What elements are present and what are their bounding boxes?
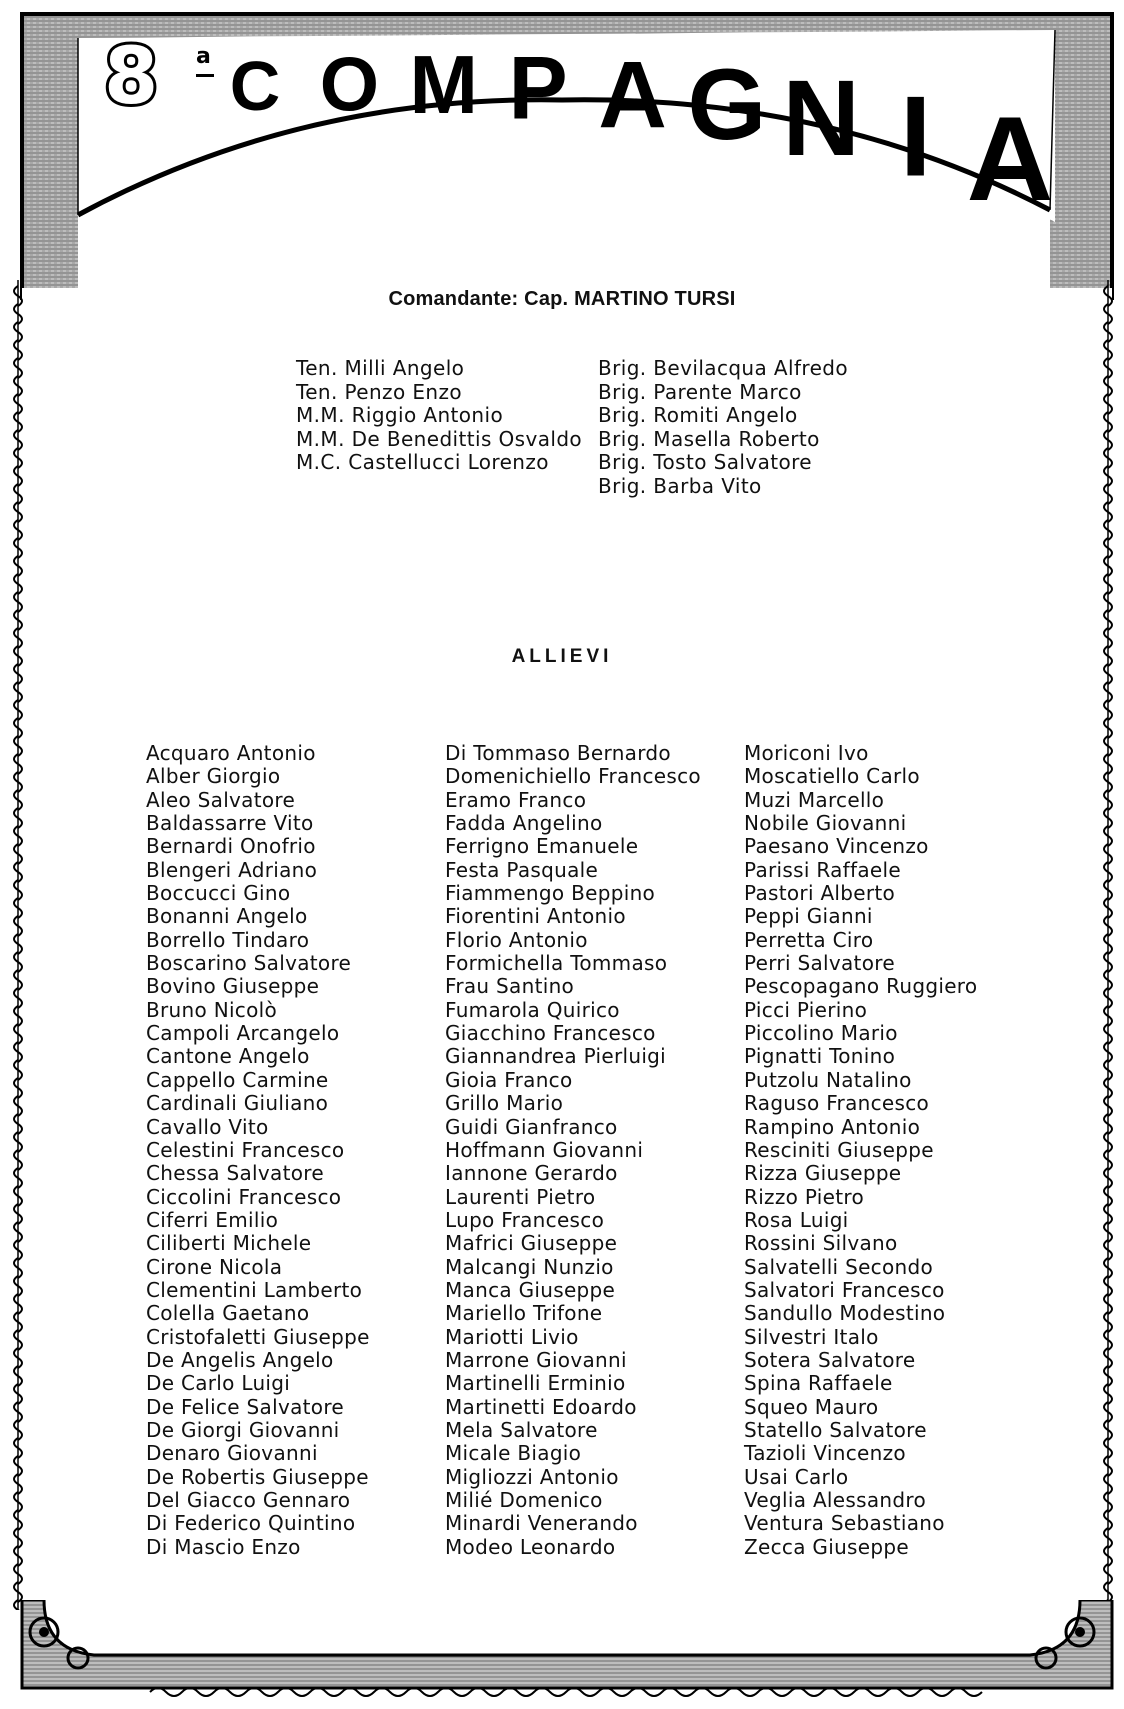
student-name: Manca Giuseppe [445,1277,616,1302]
title-letter: A [966,92,1054,226]
student-name: Picci Pierino [744,997,868,1022]
company-title-text [230,39,1054,226]
bottom-frame [0,1600,1124,1705]
student-name: Milié Domenico [445,1488,603,1512]
student-name: Salvatori Francesco [744,1277,945,1302]
student-name: Veglia Alessandro [744,1488,926,1512]
officers-right-column [598,357,848,498]
student-name: Resciniti Giuseppe [744,1137,934,1162]
student-name: Fiammengo Beppino [445,881,656,906]
officer-entry: Brig. Romiti Angelo [598,403,798,427]
student-name: Ventura Sebastiano [744,1511,945,1536]
title-letter: M [409,39,479,132]
student-name: De Giorgi Giovanni [146,1417,340,1442]
title-letter: A [598,42,667,149]
student-name: Mariotti Livio [445,1324,579,1349]
student-name: Cappello Carmine [146,1067,329,1092]
student-name: De Felice Salvatore [146,1394,345,1419]
student-name: Micale Biagio [445,1441,582,1466]
title-letter: O [319,42,380,128]
title-letter: C [229,47,281,125]
student-name: Mela Salvatore [445,1417,598,1442]
student-name: Baldassarre Vito [146,811,314,836]
student-name: Spina Raffaele [744,1371,893,1396]
student-name: Squeo Mauro [744,1394,879,1419]
students-column-2 [445,742,701,1559]
company-title [0,0,1124,260]
company-number: 8 [104,32,157,122]
student-name: Fadda Angelino [445,811,603,836]
left-ornament-border [8,280,28,1610]
student-name: Ferrigno Emanuele [445,834,639,859]
student-name: Tazioli Vincenzo [744,1441,906,1466]
student-name: Formichella Tommaso [445,951,668,976]
student-name: Martinelli Erminio [445,1371,626,1396]
officer-entry: Brig. Bevilacqua Alfredo [598,356,849,380]
officer-entry: Ten. Milli Angelo [296,356,465,380]
student-name: Di Federico Quintino [146,1511,356,1536]
student-name: Statello Salvatore [744,1417,927,1442]
student-name: Bruno Nicolò [146,997,278,1022]
officer-entry: Ten. Penzo Enzo [296,379,462,404]
student-name: Bernardi Onofrio [146,834,316,859]
student-name: Cantone Angelo [146,1044,310,1069]
student-name: Marrone Giovanni [445,1347,627,1372]
student-name: Grillo Mario [445,1091,564,1116]
title-letter: N [782,58,861,179]
student-name: Boccucci Gino [146,881,291,906]
officer-entry: M.M. Riggio Antonio [296,403,504,427]
student-name: Florio Antonio [445,927,588,952]
student-name: Iannone Gerardo [445,1161,618,1186]
commander-line: Comandante: Cap. MARTINO TURSI [388,288,736,310]
student-name: Cardinali Giuliano [146,1091,329,1116]
student-name: Cristofaletti Giuseppe [146,1324,370,1349]
student-name: Parissi Raffaele [744,857,901,882]
allievi-heading: ALLIEVI [511,646,613,667]
student-name: Borrello Tindaro [146,927,310,952]
student-name: Bovino Giuseppe [146,974,320,999]
student-name: Celestini Francesco [146,1137,345,1162]
student-name: Moriconi Ivo [744,741,869,765]
student-name: Eramo Franco [445,787,587,812]
students-column-3 [744,742,977,1559]
right-ornament-pattern [1098,280,1118,1610]
student-name: Frau Santino [445,974,575,999]
student-name: De Robertis Giuseppe [146,1464,369,1489]
officer-entry: Brig. Masella Roberto [598,426,820,451]
student-name: Giannandrea Pierluigi [445,1044,667,1069]
student-name: Boscarino Salvatore [146,951,352,976]
student-name: Laurenti Pietro [445,1184,596,1209]
student-name: Di Tommaso Bernardo [445,741,671,765]
student-name: Domenichiello Francesco [445,764,701,789]
bottom-banner [0,1600,1124,1705]
student-name: Malcangi Nunzio [445,1254,614,1279]
student-name: Rosa Luigi [744,1207,849,1232]
student-name: De Angelis Angelo [146,1347,334,1372]
student-name: Mariello Trifone [445,1301,603,1326]
student-name: Aleo Salvatore [146,787,296,812]
student-name: Pastori Alberto [744,881,896,906]
student-name: Minardi Venerando [445,1511,638,1536]
student-name: Perri Salvatore [744,951,895,976]
student-name: Piccolino Mario [744,1021,898,1046]
title-block [0,0,1124,260]
student-name: Moscatiello Carlo [744,764,920,789]
student-name: Colella Gaetano [146,1301,310,1326]
student-name: Hoffmann Giovanni [445,1137,644,1162]
student-name: Di Mascio Enzo [146,1534,301,1559]
officer-entry: Brig. Parente Marco [598,379,802,404]
right-ornament-border [1098,280,1118,1610]
student-name: Nobile Giovanni [744,811,907,836]
student-name: Muzi Marcello [744,787,885,812]
student-name: Del Giacco Gennaro [146,1488,351,1512]
student-name: Giacchino Francesco [445,1021,656,1046]
student-name: Mafrici Giuseppe [445,1231,618,1256]
student-name: Guidi Gianfranco [445,1114,618,1139]
officer-entry: M.M. De Benedittis Osvaldo [296,426,583,451]
left-ornament-pattern [8,280,28,1610]
student-name: Fiorentini Antonio [445,904,626,929]
student-name: Cirone Nicola [146,1254,283,1279]
student-name: Sandullo Modestino [744,1301,946,1326]
student-name: De Carlo Luigi [146,1371,291,1396]
student-name: Rampino Antonio [744,1114,921,1139]
student-name: Rizza Giuseppe [744,1161,902,1186]
student-name: Paesano Vincenzo [744,834,929,859]
student-name: Putzolu Natalino [744,1067,912,1092]
student-name: Rizzo Pietro [744,1184,864,1209]
student-name: Sotera Salvatore [744,1347,916,1372]
student-name: Alber Giorgio [146,764,281,789]
title-letter: P [508,38,568,138]
student-name: Martinetti Edoardo [445,1394,637,1419]
student-name: Pescopagano Ruggiero [744,974,978,999]
title-letter: G [687,48,767,162]
student-name: Rossini Silvano [744,1231,898,1256]
student-name: Blengeri Adriano [146,857,318,882]
student-name: Acquaro Antonio [146,741,316,765]
student-name: Modeo Leonardo [445,1534,616,1559]
ordinal-suffix: a [196,44,211,69]
student-name: Bonanni Angelo [146,904,308,929]
student-name: Peppi Gianni [744,904,873,929]
student-name: Gioia Franco [445,1067,573,1092]
student-name: Silvestri Italo [744,1324,879,1349]
student-name: Migliozzi Antonio [445,1464,619,1489]
title-letter: I [899,73,932,201]
student-name: Campoli Arcangelo [146,1021,340,1046]
student-name: Ciferri Emilio [146,1207,279,1232]
student-name: Festa Pasquale [445,857,599,882]
officer-entry: M.C. Castellucci Lorenzo [296,450,549,474]
student-name: Cavallo Vito [146,1114,269,1139]
student-name: Clementini Lamberto [146,1277,363,1302]
student-name: Usai Carlo [744,1464,849,1489]
officer-entry: Brig. Barba Vito [598,473,762,498]
student-name: Ciliberti Michele [146,1231,312,1256]
student-name: Fumarola Quirico [445,997,620,1022]
student-name: Denaro Giovanni [146,1441,318,1466]
student-name: Raguso Francesco [744,1091,930,1116]
students-column-1 [146,742,370,1559]
officer-entry: Brig. Tosto Salvatore [598,450,812,474]
student-name: Ciccolini Francesco [146,1184,342,1209]
student-name: Lupo Francesco [445,1207,605,1232]
student-name: Perretta Ciro [744,927,874,952]
student-name: Chessa Salvatore [146,1161,324,1186]
student-name: Zecca Giuseppe [744,1534,909,1559]
student-name: Pignatti Tonino [744,1044,896,1069]
officers-left-column [296,357,582,475]
student-name: Salvatelli Secondo [744,1254,934,1279]
